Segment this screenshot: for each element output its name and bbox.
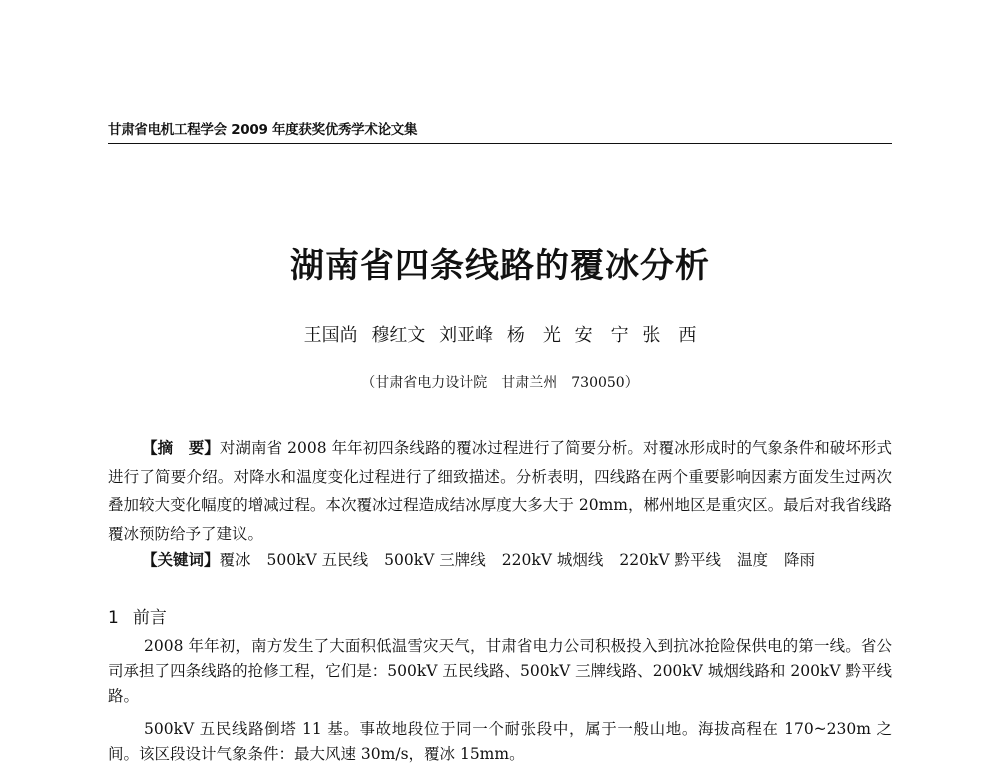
author: 杨 光 [506, 325, 561, 346]
abstract-label: 【摘 要】 [142, 438, 220, 457]
keyword: 220kV 城烟线 [501, 551, 604, 569]
section-title: 前言 [132, 608, 167, 628]
body-paragraph: 2008 年年初，南方发生了大面积低温雪灾天气，甘肃省电力公司积极投入到抗冰抢险保供电的第一线。省公司承担了四条线路的抢修工程，它们是：500kV 五民线路、500kV 三牌线路、200kV 城烟线路和 200kV 黔平线路。 [108, 637, 892, 705]
body-paragraph: 500kV 五民线路倒塔 11 基。事故地段位于同一个耐张段中，属于一般山地。海拔高程在 170~230m 之间。该区段设计气象条件：最大风速 30m/s，覆冰 15mm。 [108, 720, 892, 763]
keyword: 220kV 黔平线 [619, 551, 721, 569]
abstract [108, 434, 892, 548]
keywords [142, 550, 902, 570]
author: 穆红文 [371, 325, 426, 346]
author-list [0, 321, 1000, 347]
author: 安 宁 [574, 325, 629, 346]
section-heading [108, 603, 167, 628]
author: 刘亚峰 [439, 325, 494, 346]
keyword: 降雨 [783, 551, 815, 569]
keyword: 500kV 三牌线 [384, 551, 486, 569]
paper-title: 湖南省四条线路的覆冰分析 [290, 246, 710, 286]
keyword: 500kV 五民线 [266, 551, 369, 569]
author: 张 西 [642, 325, 697, 346]
abstract-text: 对湖南省 2008 年年初四条线路的覆冰过程进行了简要分析。对覆冰形成时的气象条件和破坏形式进行了简要介绍。对降水和温度变化过程进行了细致描述。分析表明，四线路在两个重要影响因素方面发生过两次叠加较大变化幅度的增减过程。本次覆冰过程造成结冰厚度大多大于 20mm，郴州地区是重灾区。最后对我省线路覆冰预防给予了建议。 [108, 439, 892, 543]
keyword: 温度 [736, 551, 768, 569]
section-number: 1 [108, 608, 119, 628]
keywords-label: 【关键词】 [142, 550, 220, 569]
author: 王国尚 [303, 325, 358, 346]
affiliation: （甘肃省电力设计院 甘肃兰州 730050） [361, 375, 639, 391]
running-header: 甘肃省电机工程学会 2009 年度获奖优秀学术论文集 [108, 118, 892, 144]
keyword: 覆冰 [219, 551, 251, 569]
